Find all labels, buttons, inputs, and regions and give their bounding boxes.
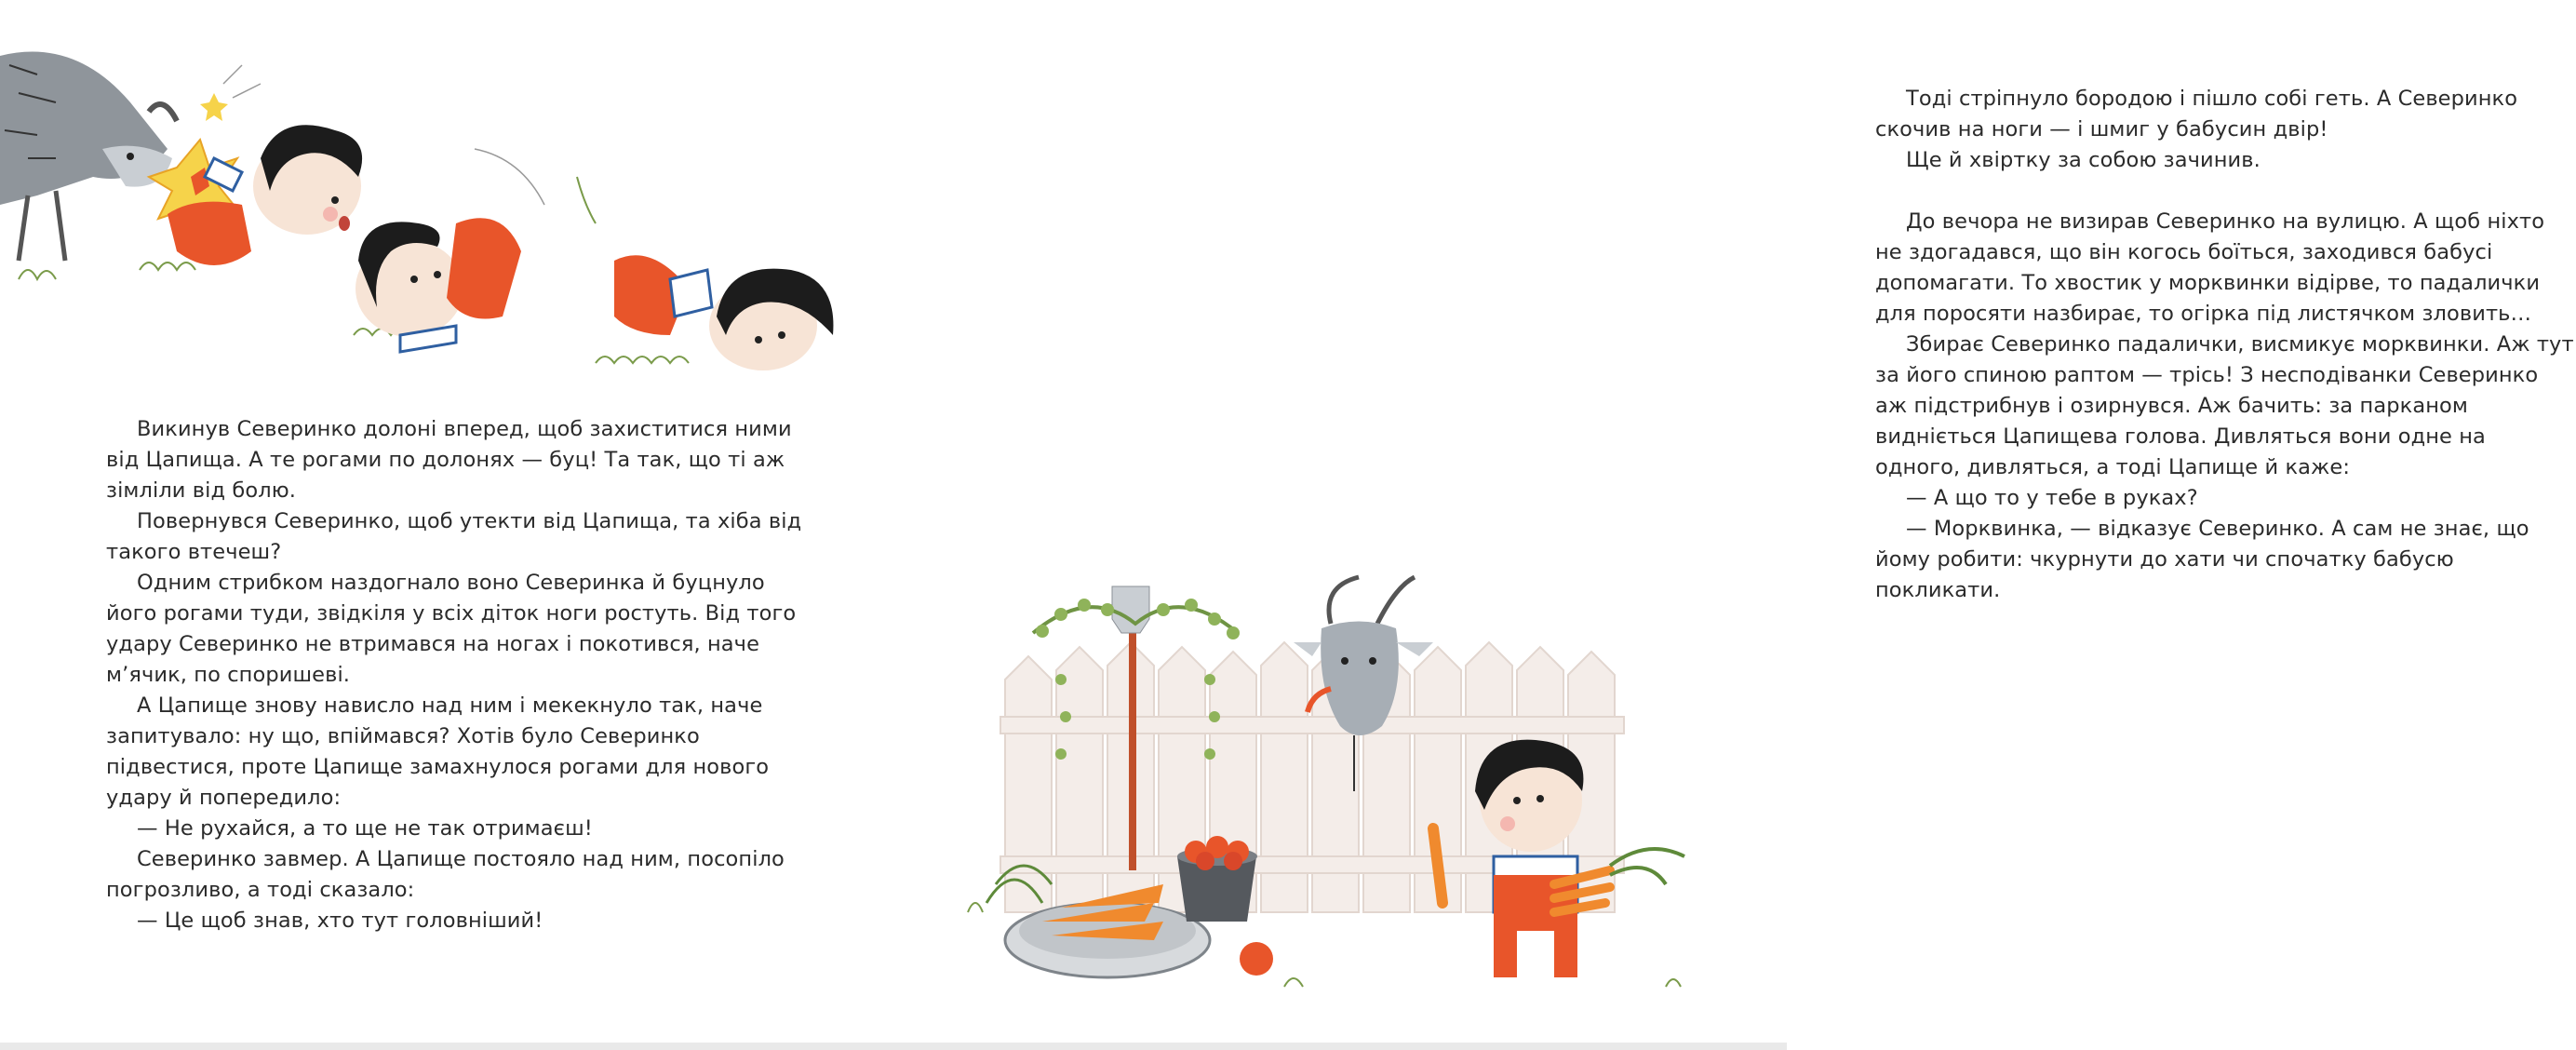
goat-butting-boy-illustration: [0, 37, 856, 391]
left-page: [0, 0, 893, 1050]
paragraph: Збирає Северинко падалички, висмикує морквинки. Аж тут за його спиною раптом — трісь! З несподіванки Северинко аж підстрибнув і озирнувся. Аж бачить: за парканом видніється Цапищева голова. Дивляться вони одне на одного, дивляться, а тоді Цапище й каже:: [1875, 332, 2574, 479]
right-page-text: [1875, 84, 2576, 606]
paragraph: Одним стрибком наздогнало воно Северинка й буцнуло його рогами туди, звідкіля у всіх діток ноги ростуть. Від того удару Северинко не втримався на ногах і покотився, наче м’ячик, по споришеві.: [106, 571, 797, 687]
dialog-line: — Не рухайся, а то ще не так отримаєш!: [137, 816, 593, 841]
boy-rolling: [356, 149, 544, 352]
paragraph: Тоді стріпнуло бородою і пішло собі геть. А Северинко скочив на ноги — і шмиг у бабусин двір!: [1875, 87, 2518, 141]
apple-bucket: [1177, 836, 1257, 922]
dialog-line: — А що то у тебе в руках?: [1906, 486, 2198, 510]
goat: [0, 52, 177, 261]
paragraph: До вечора не визирав Северинко на вулицю. А щоб ніхто не здогадався, що він когось боїться, заходився бабусі допомагати. То хвостик у морквинки відірве, то падалички для поросяти назбирає, то огірка під листячком зловить…: [1875, 209, 2545, 326]
page-bottom-edge: [0, 1043, 1787, 1050]
dialog-line: — Морквинка, — відказує Северинко. А сам не знає, що йому робити: чкурнути до хати чи спочатку бабусю покликати.: [1875, 517, 2529, 602]
boy-carrots-goat-fence-illustration: [921, 577, 1759, 1015]
paragraph: Викинув Северинко долоні вперед, щоб захиститися ними від Цапища. А те рогами по долонях — буц! Та так, що ті аж зімліли від болю.: [106, 417, 792, 503]
paragraph: Повернувся Северинко, щоб утекти від Цапища, та хіба від такого втечеш?: [106, 509, 802, 564]
paragraph: Ще й хвіртку за собою зачинив.: [1906, 148, 2261, 172]
paragraph: Северинко завмер. А Цапище постояло над ним, посопіло погрозливо, а тоді сказало:: [106, 847, 785, 902]
right-page: [893, 0, 2574, 1050]
dialog-line: — Це щоб знав, хто тут головніший!: [137, 909, 543, 933]
paragraph: А Цапище знову нависло над ним і мекекнуло так, наче запитувало: ну що, впіймався? Хотів було Северинко підвестися, проте Цапище замахнулося рогами для нового удару й попередило:: [106, 693, 770, 810]
paragraph-gap: [1875, 176, 2576, 207]
left-page-text: [106, 414, 808, 936]
boy-lying: [614, 255, 833, 370]
apple: [1240, 942, 1273, 976]
